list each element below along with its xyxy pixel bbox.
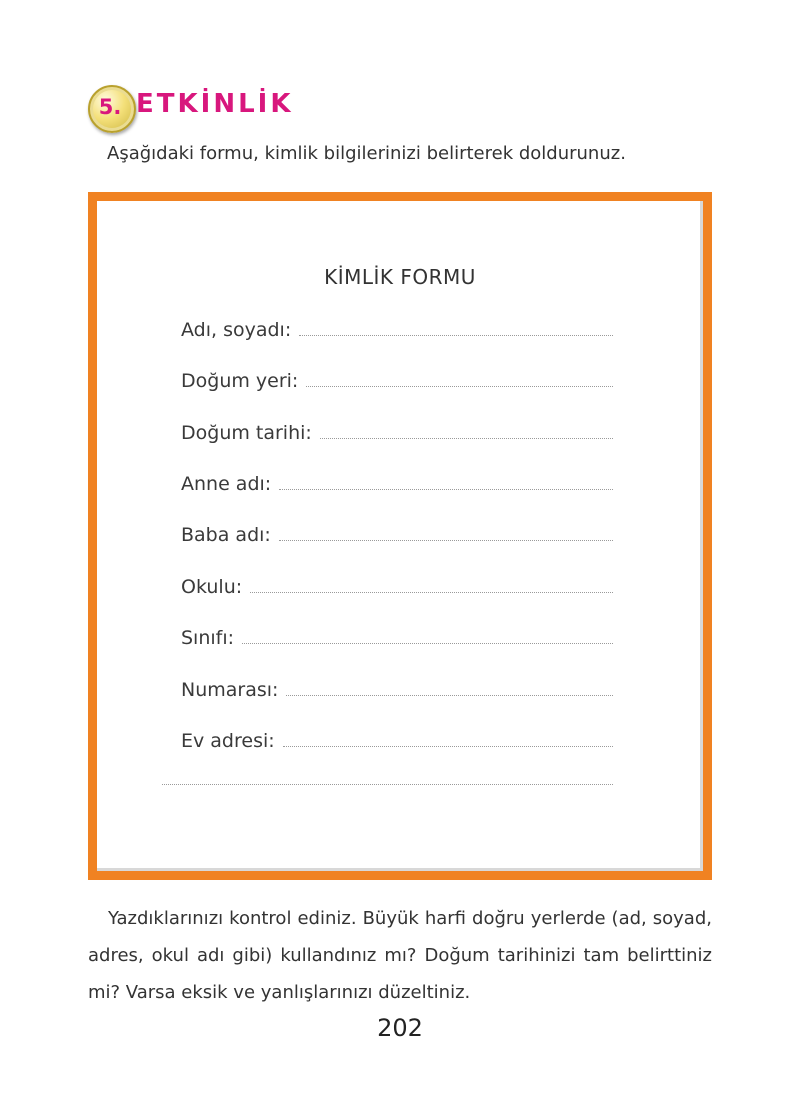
field-label: Doğum yeri: [181, 370, 299, 392]
address-continuation-line[interactable] [162, 784, 613, 785]
field-row-class [181, 626, 613, 656]
page-number: 202 [377, 1014, 423, 1042]
form-title: KİMLİK FORMU [324, 265, 476, 289]
closing-instructions: Yazdıklarınızı kontrol ediniz. Büyük harfi doğru yerlerde (ad, soyad, adres, okul adı gibi) kullandınız mı? Doğum tarihinizi tam belirttiniz mi? Varsa eksik ve yanlışlarınızı düzeltiniz. [88, 908, 712, 1003]
school-fill-line[interactable] [250, 575, 613, 593]
class-fill-line[interactable] [242, 626, 613, 644]
field-label: Adı, soyadı: [181, 319, 292, 341]
field-label: Okulu: [181, 576, 243, 598]
field-row-father-name [181, 523, 613, 553]
number-fill-line[interactable] [286, 678, 613, 696]
mother-name-fill-line[interactable] [279, 472, 613, 490]
birthplace-fill-line[interactable] [306, 369, 613, 387]
birthdate-fill-line[interactable] [320, 421, 613, 439]
activity-number: 5. [98, 95, 122, 119]
field-row-mother-name [181, 472, 613, 502]
field-label: Numarası: [181, 679, 279, 701]
field-row-name [181, 318, 613, 348]
field-row-birthdate [181, 421, 613, 451]
field-row-birthplace [181, 369, 613, 399]
field-row-address [181, 729, 613, 759]
activity-title: ETKİNLİK [136, 89, 294, 119]
field-row-number [181, 678, 613, 708]
name-fill-line[interactable] [299, 318, 613, 336]
field-label: Baba adı: [181, 524, 271, 546]
field-label: Sınıfı: [181, 627, 235, 649]
father-name-fill-line[interactable] [279, 523, 613, 541]
field-label: Anne adı: [181, 473, 272, 495]
field-label: Doğum tarihi: [181, 422, 312, 444]
field-label: Ev adresi: [181, 730, 275, 752]
identity-form-frame [88, 192, 712, 880]
activity-instruction: Aşağıdaki formu, kimlik bilgilerinizi belirterek doldurunuz. [107, 143, 626, 164]
field-row-school [181, 575, 613, 605]
address-fill-line[interactable] [283, 729, 613, 747]
